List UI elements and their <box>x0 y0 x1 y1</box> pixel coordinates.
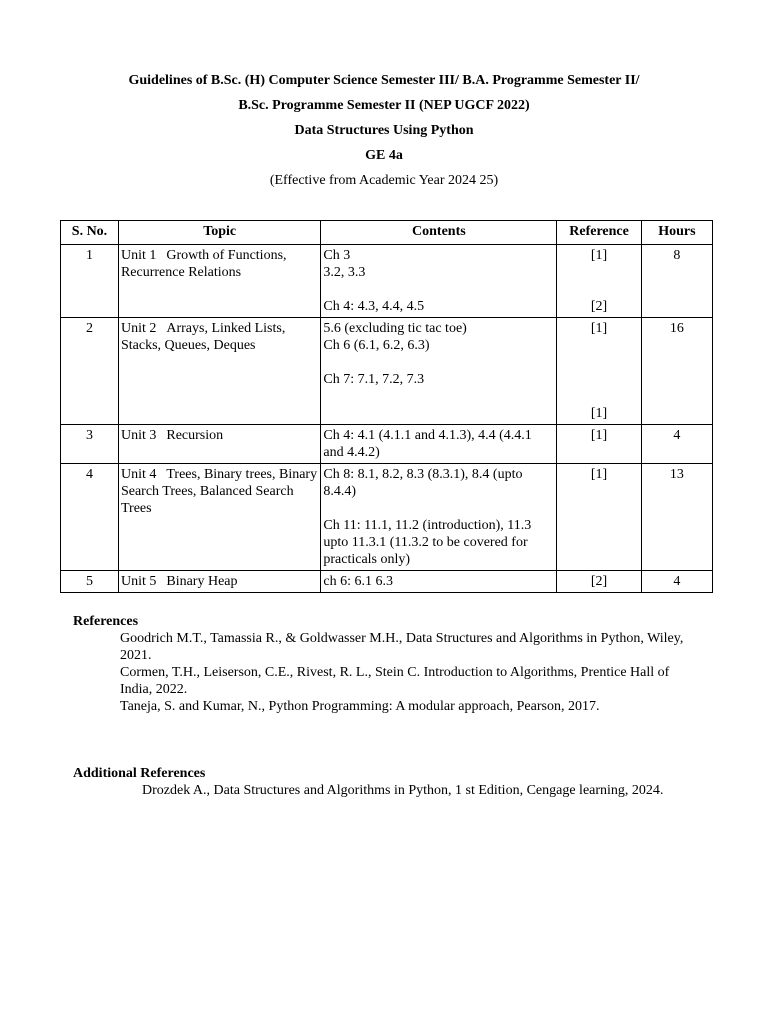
reference-item: Taneja, S. and Kumar, N., Python Programming: A modular approach, Pearson, 2017. <box>120 699 600 714</box>
table-row <box>61 571 713 593</box>
cell-sno: 2 <box>61 318 119 425</box>
cell-hours: 4 <box>641 425 712 464</box>
contents-line: Ch 8: 8.1, 8.2, 8.3 (8.3.1), 8.4 (upto 8.4.4) <box>323 467 523 499</box>
cell-topic <box>118 571 320 593</box>
topic-text: Growth of Functions, Recurrence Relations <box>120 248 287 280</box>
cell-reference: [2] <box>557 571 641 593</box>
contents-line: Ch 7: 7.1, 7.2, 7.3 <box>323 372 425 387</box>
contents-line: Ch 3 <box>323 248 351 263</box>
contents-line: Ch 6 (6.1, 6.2, 6.3) <box>323 338 430 353</box>
cell-sno: 1 <box>61 245 119 318</box>
cell-hours: 16 <box>641 318 712 425</box>
cell-sno: 5 <box>61 571 119 593</box>
topic-text: Trees, Binary trees, Binary Search Trees, Balanced Search Trees <box>120 467 318 516</box>
contents-line: 5.6 (excluding tic tac toe) <box>323 321 467 336</box>
cell-contents <box>321 425 557 464</box>
table-row <box>61 318 713 425</box>
table-header-row <box>61 221 713 245</box>
unit-label: Unit 4 <box>120 467 157 482</box>
cell-reference: [1] <box>557 425 641 464</box>
header-line-1: Guidelines of B.Sc. (H) Computer Science Semester III/ B.A. Programme Semester II/ <box>128 73 640 88</box>
additional-references-title: Additional References <box>73 766 206 781</box>
unit-label: Unit 1 <box>120 248 157 263</box>
cell-topic <box>118 318 320 425</box>
cell-sno: 3 <box>61 425 119 464</box>
cell-hours: 13 <box>641 464 712 571</box>
additional-references-list <box>142 782 702 799</box>
unit-label: Unit 5 <box>120 574 157 589</box>
topic-text: Binary Heap <box>166 574 238 589</box>
course-title: Data Structures Using Python <box>294 123 474 138</box>
reference-bottom: [2] <box>590 299 608 314</box>
column-header-reference: Reference <box>557 221 641 245</box>
references-list <box>120 630 700 715</box>
table-row <box>61 425 713 464</box>
syllabus-table <box>60 220 713 593</box>
cell-topic <box>118 425 320 464</box>
table-row <box>61 245 713 318</box>
column-header-sno: S. No. <box>61 221 119 245</box>
cell-contents <box>321 571 557 593</box>
contents-line: 3.2, 3.3 <box>323 265 366 280</box>
header-line-2: B.Sc. Programme Semester II (NEP UGCF 2022) <box>238 98 530 113</box>
reference-item: Cormen, T.H., Leiserson, C.E., Rivest, R. L., Stein C. Introduction to Algorithms, Prentice Hall of India, 2022. <box>120 665 670 697</box>
table-row <box>61 464 713 571</box>
references-title: References <box>73 614 139 629</box>
cell-contents <box>321 318 557 425</box>
cell-reference: [1] <box>557 464 641 571</box>
reference-top: [1] <box>590 321 608 336</box>
column-header-hours: Hours <box>641 221 712 245</box>
cell-hours: 8 <box>641 245 712 318</box>
document-header <box>0 68 768 193</box>
reference-item: Goodrich M.T., Tamassia R., & Goldwasser M.H., Data Structures and Algorithms in Python, Wiley, 2021. <box>120 631 684 663</box>
cell-topic <box>118 245 320 318</box>
contents-line: ch 6: 6.1 6.3 <box>323 574 393 589</box>
course-code: GE 4a <box>365 148 403 163</box>
reference-top: [1] <box>590 248 608 263</box>
reference-item: Drozdek A., Data Structures and Algorithms in Python, 1 st Edition, Cengage learning, 2024. <box>142 783 664 798</box>
contents-line: Ch 4: 4.1 (4.1.1 and 4.1.3), 4.4 (4.4.1 and 4.4.2) <box>323 428 532 460</box>
unit-label: Unit 3 <box>120 428 157 443</box>
column-header-contents: Contents <box>321 221 557 245</box>
unit-label: Unit 2 <box>120 321 157 336</box>
cell-sno: 4 <box>61 464 119 571</box>
cell-contents <box>321 245 557 318</box>
cell-contents <box>321 464 557 571</box>
cell-reference <box>557 245 641 318</box>
contents-line: Ch 4: 4.3, 4.4, 4.5 <box>323 299 425 314</box>
topic-text: Arrays, Linked Lists, Stacks, Queues, Deques <box>120 321 286 353</box>
contents-line: Ch 11: 11.1, 11.2 (introduction), 11.3 upto 11.3.1 (11.3.2 to be covered for practicals only) <box>323 518 532 567</box>
cell-reference <box>557 318 641 425</box>
effective-year: (Effective from Academic Year 2024 25) <box>269 173 499 188</box>
column-header-topic: Topic <box>118 221 320 245</box>
cell-topic <box>118 464 320 571</box>
cell-hours: 4 <box>641 571 712 593</box>
reference-bottom: [1] <box>590 406 608 421</box>
topic-text: Recursion <box>166 428 224 443</box>
